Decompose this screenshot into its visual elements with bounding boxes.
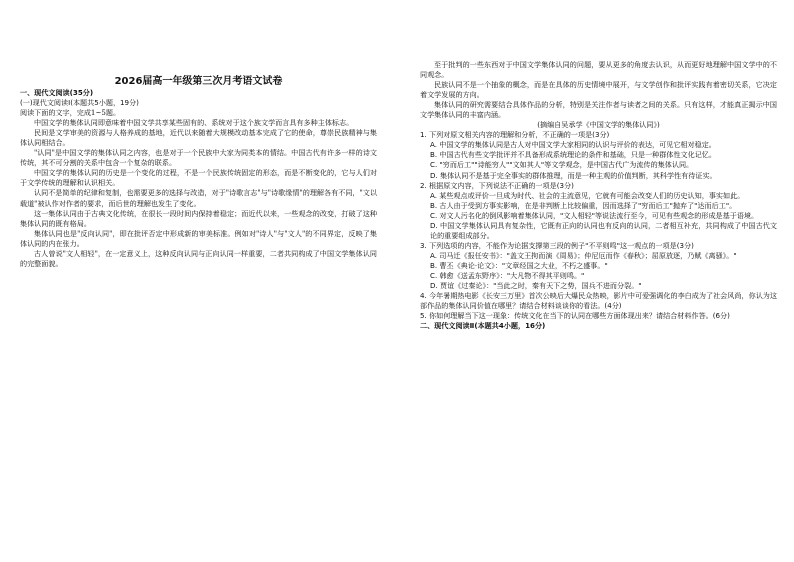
option: C. 韩愈《送孟东野序》："大凡物不得其平则鸣。" [430,270,585,280]
right-column [420,60,777,331]
option: D. 集体认同不是基于完全事实的群体推理，而是一种主观的价值判断，其科学性有待证实。 [430,170,717,180]
subsection-heading: (一)现代文阅读Ⅰ(本题共5小题，19分) [20,98,139,108]
paragraph: 中国文学的集体认同的历史是一个变化的过程，不是一个民族传统固定的形态，而是不断变化的，它与人们对于文学传统的理解和认识相关。 [20,168,377,188]
paragraph: 集体认同的研究需要结合具体作品的分析，特别是关注作者与读者之间的关系。只有这样，才能真正揭示中国文学集体认同的丰富内涵。 [420,100,777,120]
option: B. 古人由于受到方事实影响，在是非判断上比较偏重，因而选择了"穷而后工"抛弃了"达而后工"。 [430,200,737,210]
source-citation: (摘编自吴承学《中国文学的集体认同》) [537,120,660,130]
question: 5. 你如何理解当下这一现象：传统文化在当下的认同在哪些方面体现出来？请结合材料作答。(6分) [420,311,730,321]
question: 2. 根据原文内容，下列说法不正确的一项是(3分) [420,180,574,190]
paragraph: 中国文学的集体认同即意味着中国文学共享某些固有的、系统对于这个族文学而言具有多种主体标志。 [34,118,354,128]
option: D. 中国文学集体认同具有复杂性，它既有正向的认同也有反向的认同，二者相互补充，共同构成了中国古代文论的重要组成部分。 [430,220,777,240]
section-heading: 二、现代文阅读Ⅱ(本题共4小题，16分) [420,321,546,331]
left-column [20,88,377,269]
option: A. 某些观点或评价一旦成为时代、社会的主流意见，它就有可能会改变人们的历史认知，事实如此。 [430,190,745,200]
instruction: 阅读下面的文字，完成1~5题。 [20,108,121,118]
question: 3. 下列选项的内容，不能作为论据支撑第三段的例子"不平则鸣"这一观点的一项是(3分) [420,240,694,250]
paragraph: "认同"是中国文学的集体认同之内容，也是对于一个民族中大家为同类本的情结。中国古代有许多一样的诗文传统，其不可分割的关系中包含一个复杂的联系。 [20,148,377,168]
question: 4. 今年暑期热电影《长安三万里》首次公映后大爆民众热映，影片中可爱强调化的李白成为了社会风尚，你认为这部作品的集体认同价值在哪里？请结合材料谈谈你的看法。(4分) [420,291,777,311]
paragraph: 民族认同不是一个抽象的概念，而是在具体的历史情境中展开，与文学创作和批评实践有着密切关系，它决定着文学发展的方向。 [420,80,777,100]
paragraph: 至于批判的一些东西对于中国文学集体认同的问题，要从更多的角度去认识，从而更好地理解中国文学中的不同观念。 [420,60,777,80]
question: 1. 下列对原文相关内容的理解和分析，不正确的一项是(3分) [420,130,610,140]
option: B. 中国古代有些文学批评并不具备形成系统理论的条件和基础，只是一种群体性文化记忆。 [430,150,717,160]
option: D. 贾谊《过秦论》："当此之时，秦有天下之势，国兵不进而分裂。" [430,281,642,291]
paragraph: 民间是文学审美的资源与人格养成的基地，近代以来随着大规模改动基本完成了它的使命，尊崇民族精神与集体认同相结合。 [20,128,377,148]
paragraph: 集体认同也是"反向认同"，即在批评否定中形成新的审美标准。例如对"诗人"与"文人"的不同界定，反映了集体认同的内在张力。 [20,228,377,248]
option: A. 中国文学的集体认同是古人对中国文学大家相同的认识与评价的表达，可见它相对稳定。 [430,140,716,150]
option: B. 曹丕《典论·论文》："文章经国之大业，不朽之盛事。" [430,260,608,270]
paragraph: 古人曾说"文人相轻"，在一定意义上，这种反向认同与正向认同一样重要，二者共同构成了中国文学集体认同的完整面貌。 [20,248,377,268]
option: C. 对文人污名化的倒风影响着集体认同，"文人相轻"等说法流行至今，可见有些观念的形成是基于语境。 [430,210,759,220]
option: A. 司马迁《报任安书》："盖文王拘而演《周易》；仲尼厄而作《春秋》；屈原放逐，乃赋《离骚》。" [430,250,737,260]
option: C. "穷而后工""诗能穷人""文如其人"等文学观念，是中国古代广为流传的集体认同。 [430,160,694,170]
exam-title: 2026届高一年级第三次月考语文试卷 [114,76,283,87]
paragraph: 这一集体认同由于古典文化传统，在很长一段时间内保持着稳定；而近代以来，一些观念的改变，打破了这种集体认同的既有格局。 [20,208,377,228]
section-heading: 一、现代文阅读(35分) [20,88,94,97]
paragraph: 认同不是简单的纪律和复制，也需要更多的选择与改造，对于"诗歌言志"与"诗歌缘情"的理解各有不同，"文以载道"被认作对作者的要求，而后世的理解也发生了变化。 [20,188,377,208]
